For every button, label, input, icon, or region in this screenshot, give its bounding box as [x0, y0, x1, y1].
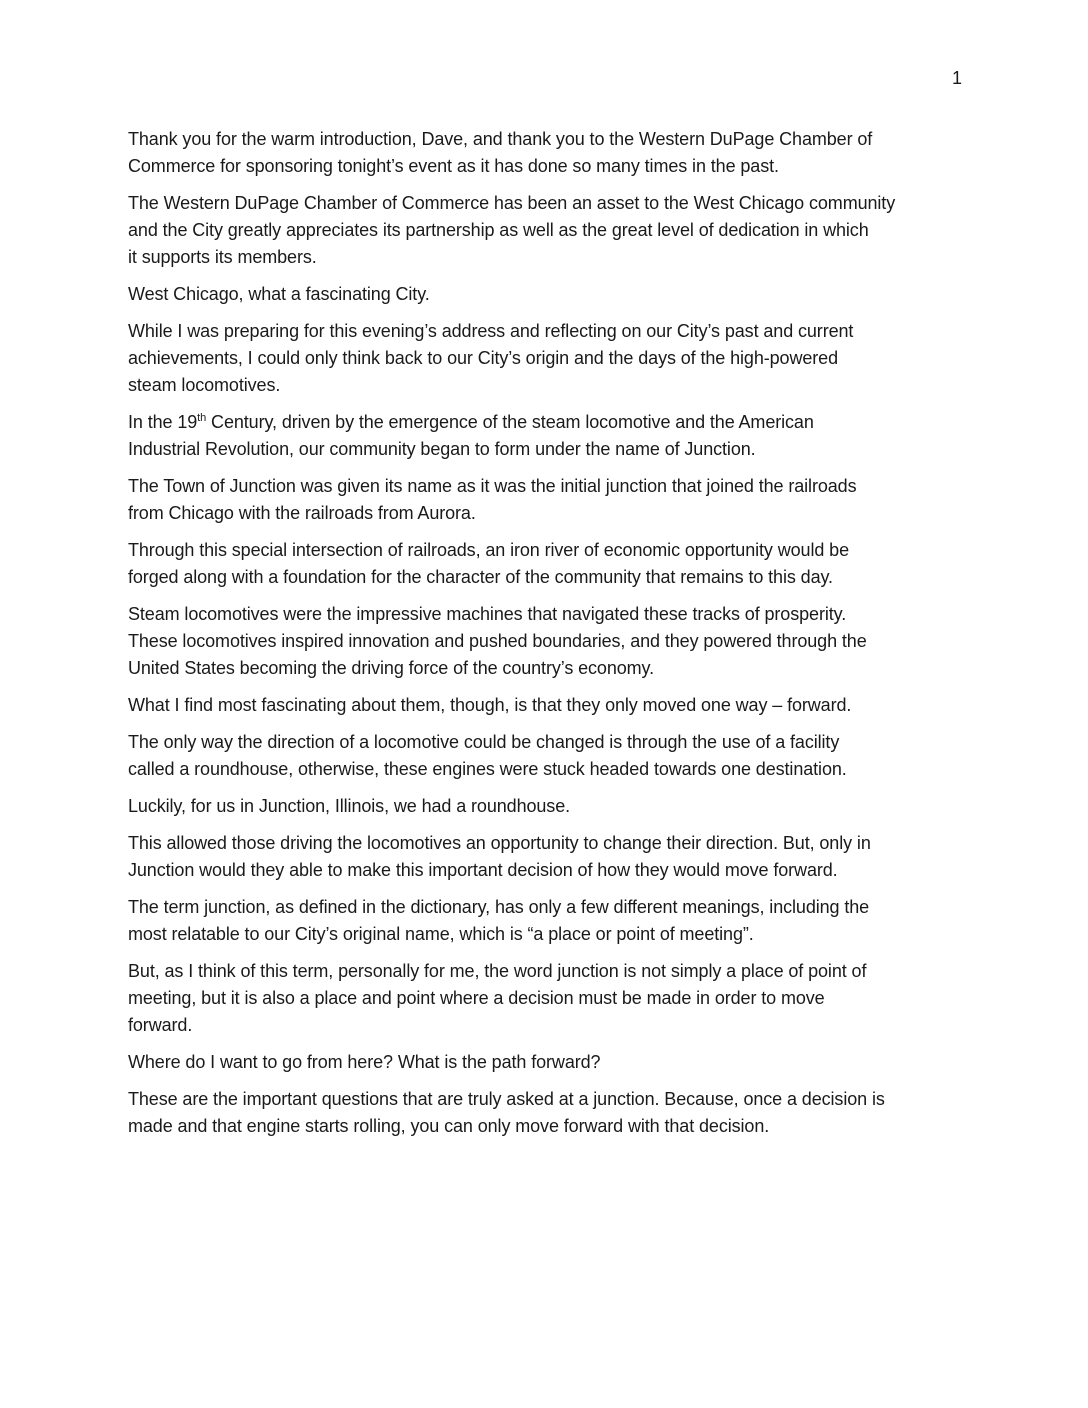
- century-prefix: In the 19: [128, 412, 198, 432]
- paragraph-line: United States becoming the driving force of the country’s economy.: [128, 658, 655, 678]
- paragraph-line: steam locomotives.: [128, 375, 281, 395]
- paragraph-line: achievements, I could only think back to our City’s origin and the days of the high-powered: [128, 348, 838, 368]
- paragraph-12: [128, 830, 970, 884]
- paragraph-6: [128, 473, 970, 527]
- paragraph-line: it supports its members.: [128, 247, 317, 267]
- paragraph-line: Steam locomotives were the impressive machines that navigated these tracks of prosperity.: [128, 604, 847, 624]
- paragraph-9: [128, 692, 970, 719]
- paragraph-line: These locomotives inspired innovation and pushed boundaries, and they powered through the: [128, 631, 867, 651]
- paragraph-line: and the City greatly appreciates its partnership as well as the great level of dedication in which: [128, 220, 869, 240]
- paragraph-line: made and that engine starts rolling, you can only move forward with that decision.: [128, 1116, 770, 1136]
- paragraph-4: [128, 318, 970, 399]
- paragraph-line: Commerce for sponsoring tonight’s event as it has done so many times in the past.: [128, 156, 779, 176]
- speech-body: [128, 126, 970, 1150]
- century-suffix: Century, driven by the emergence of the steam locomotive and the American: [206, 412, 814, 432]
- paragraph-line: Industrial Revolution, our community began to form under the name of Junction.: [128, 439, 756, 459]
- paragraph-14: [128, 958, 970, 1039]
- paragraph-line: While I was preparing for this evening’s address and reflecting on our City’s past and current: [128, 321, 854, 341]
- page-number: 1: [951, 68, 962, 88]
- paragraph-line: These are the important questions that are truly asked at a junction. Because, once a decision is: [128, 1089, 885, 1109]
- paragraph-line: West Chicago, what a fascinating City.: [128, 284, 430, 304]
- paragraph-line: The only way the direction of a locomotive could be changed is through the use of a facility: [128, 732, 840, 752]
- paragraph-7: [128, 537, 970, 591]
- paragraph-line: The Town of Junction was given its name as it was the initial junction that joined the railroads: [128, 476, 857, 496]
- paragraph-line: Thank you for the warm introduction, Dave, and thank you to the Western DuPage Chamber of: [128, 129, 873, 149]
- ordinal-superscript: th: [197, 412, 207, 424]
- paragraph-13: [128, 894, 970, 948]
- paragraph-11: [128, 793, 970, 820]
- paragraph-line: forged along with a foundation for the character of the community that remains to this day.: [128, 567, 833, 587]
- paragraph-line: meeting, but it is also a place and point where a decision must be made in order to move: [128, 988, 825, 1008]
- paragraph-line: Through this special intersection of railroads, an iron river of economic opportunity would be: [128, 540, 849, 560]
- paragraph-line: But, as I think of this term, personally for me, the word junction is not simply a place of point of: [128, 961, 867, 981]
- paragraph-line: Where do I want to go from here? What is the path forward?: [128, 1052, 601, 1072]
- paragraph-line: The term junction, as defined in the dictionary, has only a few different meanings, including the: [128, 897, 870, 917]
- paragraph-line: from Chicago with the railroads from Aurora.: [128, 503, 476, 523]
- paragraph-line: most relatable to our City’s original name, which is “a place or point of meeting”.: [128, 924, 754, 944]
- paragraph-line: forward.: [128, 1015, 193, 1035]
- paragraph-line: The Western DuPage Chamber of Commerce has been an asset to the West Chicago community: [128, 193, 896, 213]
- paragraph-line: This allowed those driving the locomotives an opportunity to change their direction. But, only in: [128, 833, 871, 853]
- paragraph-5: [128, 409, 970, 463]
- paragraph-10: [128, 729, 970, 783]
- paragraph-15: [128, 1049, 970, 1076]
- paragraph-line: [128, 409, 970, 436]
- paragraph-2: [128, 190, 970, 271]
- paragraph-line: Luckily, for us in Junction, Illinois, we had a roundhouse.: [128, 796, 571, 816]
- paragraph-8: [128, 601, 970, 682]
- paragraph-line: Junction would they able to make this important decision of how they would move forward.: [128, 860, 838, 880]
- paragraph-1: [128, 126, 970, 180]
- paragraph-line: called a roundhouse, otherwise, these engines were stuck headed towards one destination.: [128, 759, 847, 779]
- paragraph-3: [128, 281, 970, 308]
- paragraph-line: What I find most fascinating about them, though, is that they only moved one way – forward.: [128, 695, 852, 715]
- paragraph-16: [128, 1086, 970, 1140]
